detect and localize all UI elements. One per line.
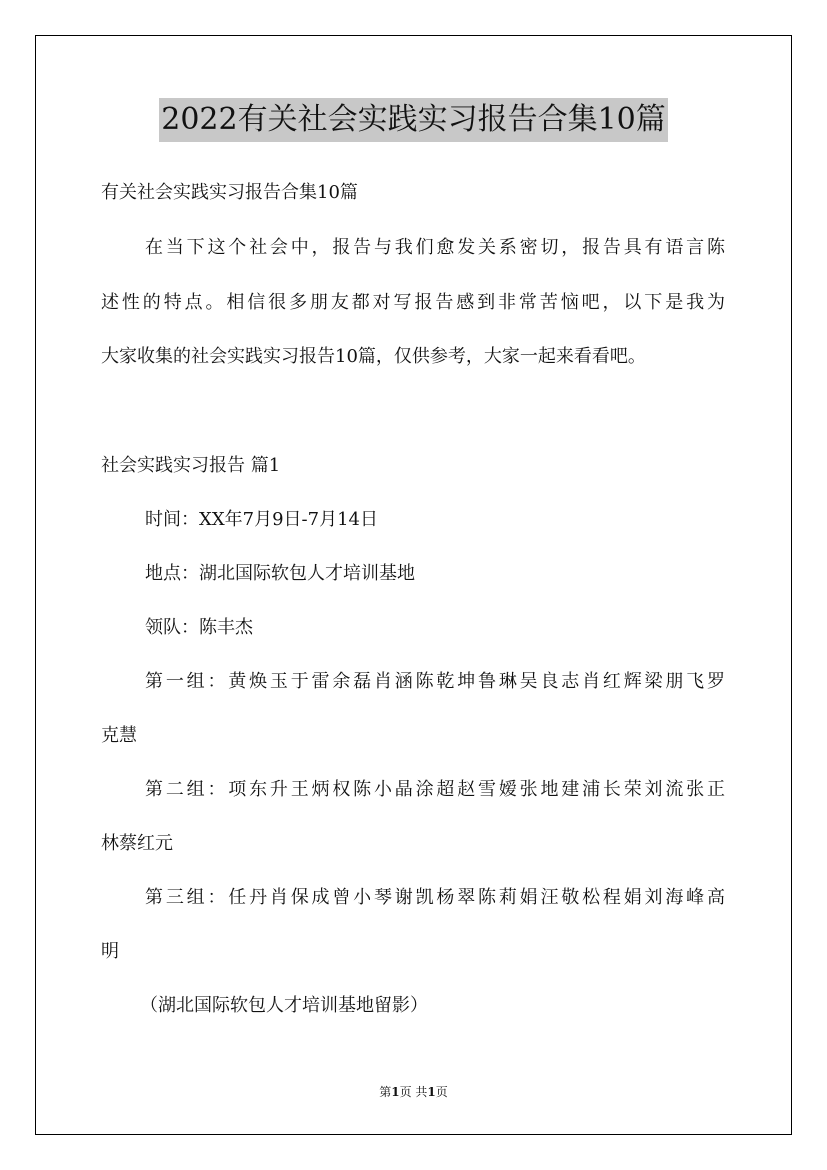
document-title: 2022有关社会实践实习报告合集10篇 bbox=[159, 98, 668, 142]
footer-page-suffix: 页 共 bbox=[399, 1085, 428, 1099]
footer-page-prefix: 第 bbox=[379, 1085, 392, 1099]
intro-line-3: 大家收集的社会实践实习报告10篇，仅供参考，大家一起来看看吧。 bbox=[101, 346, 646, 367]
intro-line-1: 在当下这个社会中，报告与我们愈发关系密切，报告具有语言陈 bbox=[145, 237, 725, 258]
footer-total-suffix: 页 bbox=[435, 1085, 448, 1099]
time-line: 时间：XX年7月9日-7月14日 bbox=[145, 509, 378, 530]
page-footer bbox=[0, 1084, 827, 1100]
footer-page-number: 1 bbox=[391, 1085, 400, 1099]
intro-line-2: 述性的特点。相信很多朋友都对写报告感到非常苦恼吧，以下是我为 bbox=[101, 292, 725, 313]
group1-line-1: 第一组：黄焕玉于雷余磊肖涵陈乾坤鲁琳吴良志肖红辉梁朋飞罗 bbox=[145, 671, 725, 692]
place-line: 地点：湖北国际软包人才培训基地 bbox=[145, 563, 415, 584]
group2-line-1: 第二组：项东升王炳权陈小晶涂超赵雪嫒张地建浦长荣刘流张正 bbox=[145, 779, 725, 800]
group1-line-2: 克慧 bbox=[101, 725, 137, 746]
footer-total-pages: 1 bbox=[427, 1085, 436, 1099]
section-heading: 社会实践实习报告 篇1 bbox=[101, 455, 281, 476]
group2-line-2: 林蔡红元 bbox=[101, 833, 173, 854]
photo-caption: （湖北国际软包人才培训基地留影） bbox=[140, 995, 428, 1016]
group3-line-2: 明 bbox=[101, 941, 119, 962]
group3-line-1: 第三组：任丹肖保成曾小琴谢凯杨翠陈莉娟汪敬松程娟刘海峰高 bbox=[145, 887, 725, 908]
title-container bbox=[0, 98, 827, 142]
leader-line: 领队：陈丰杰 bbox=[145, 617, 253, 638]
document-subtitle: 有关社会实践实习报告合集10篇 bbox=[101, 182, 358, 203]
